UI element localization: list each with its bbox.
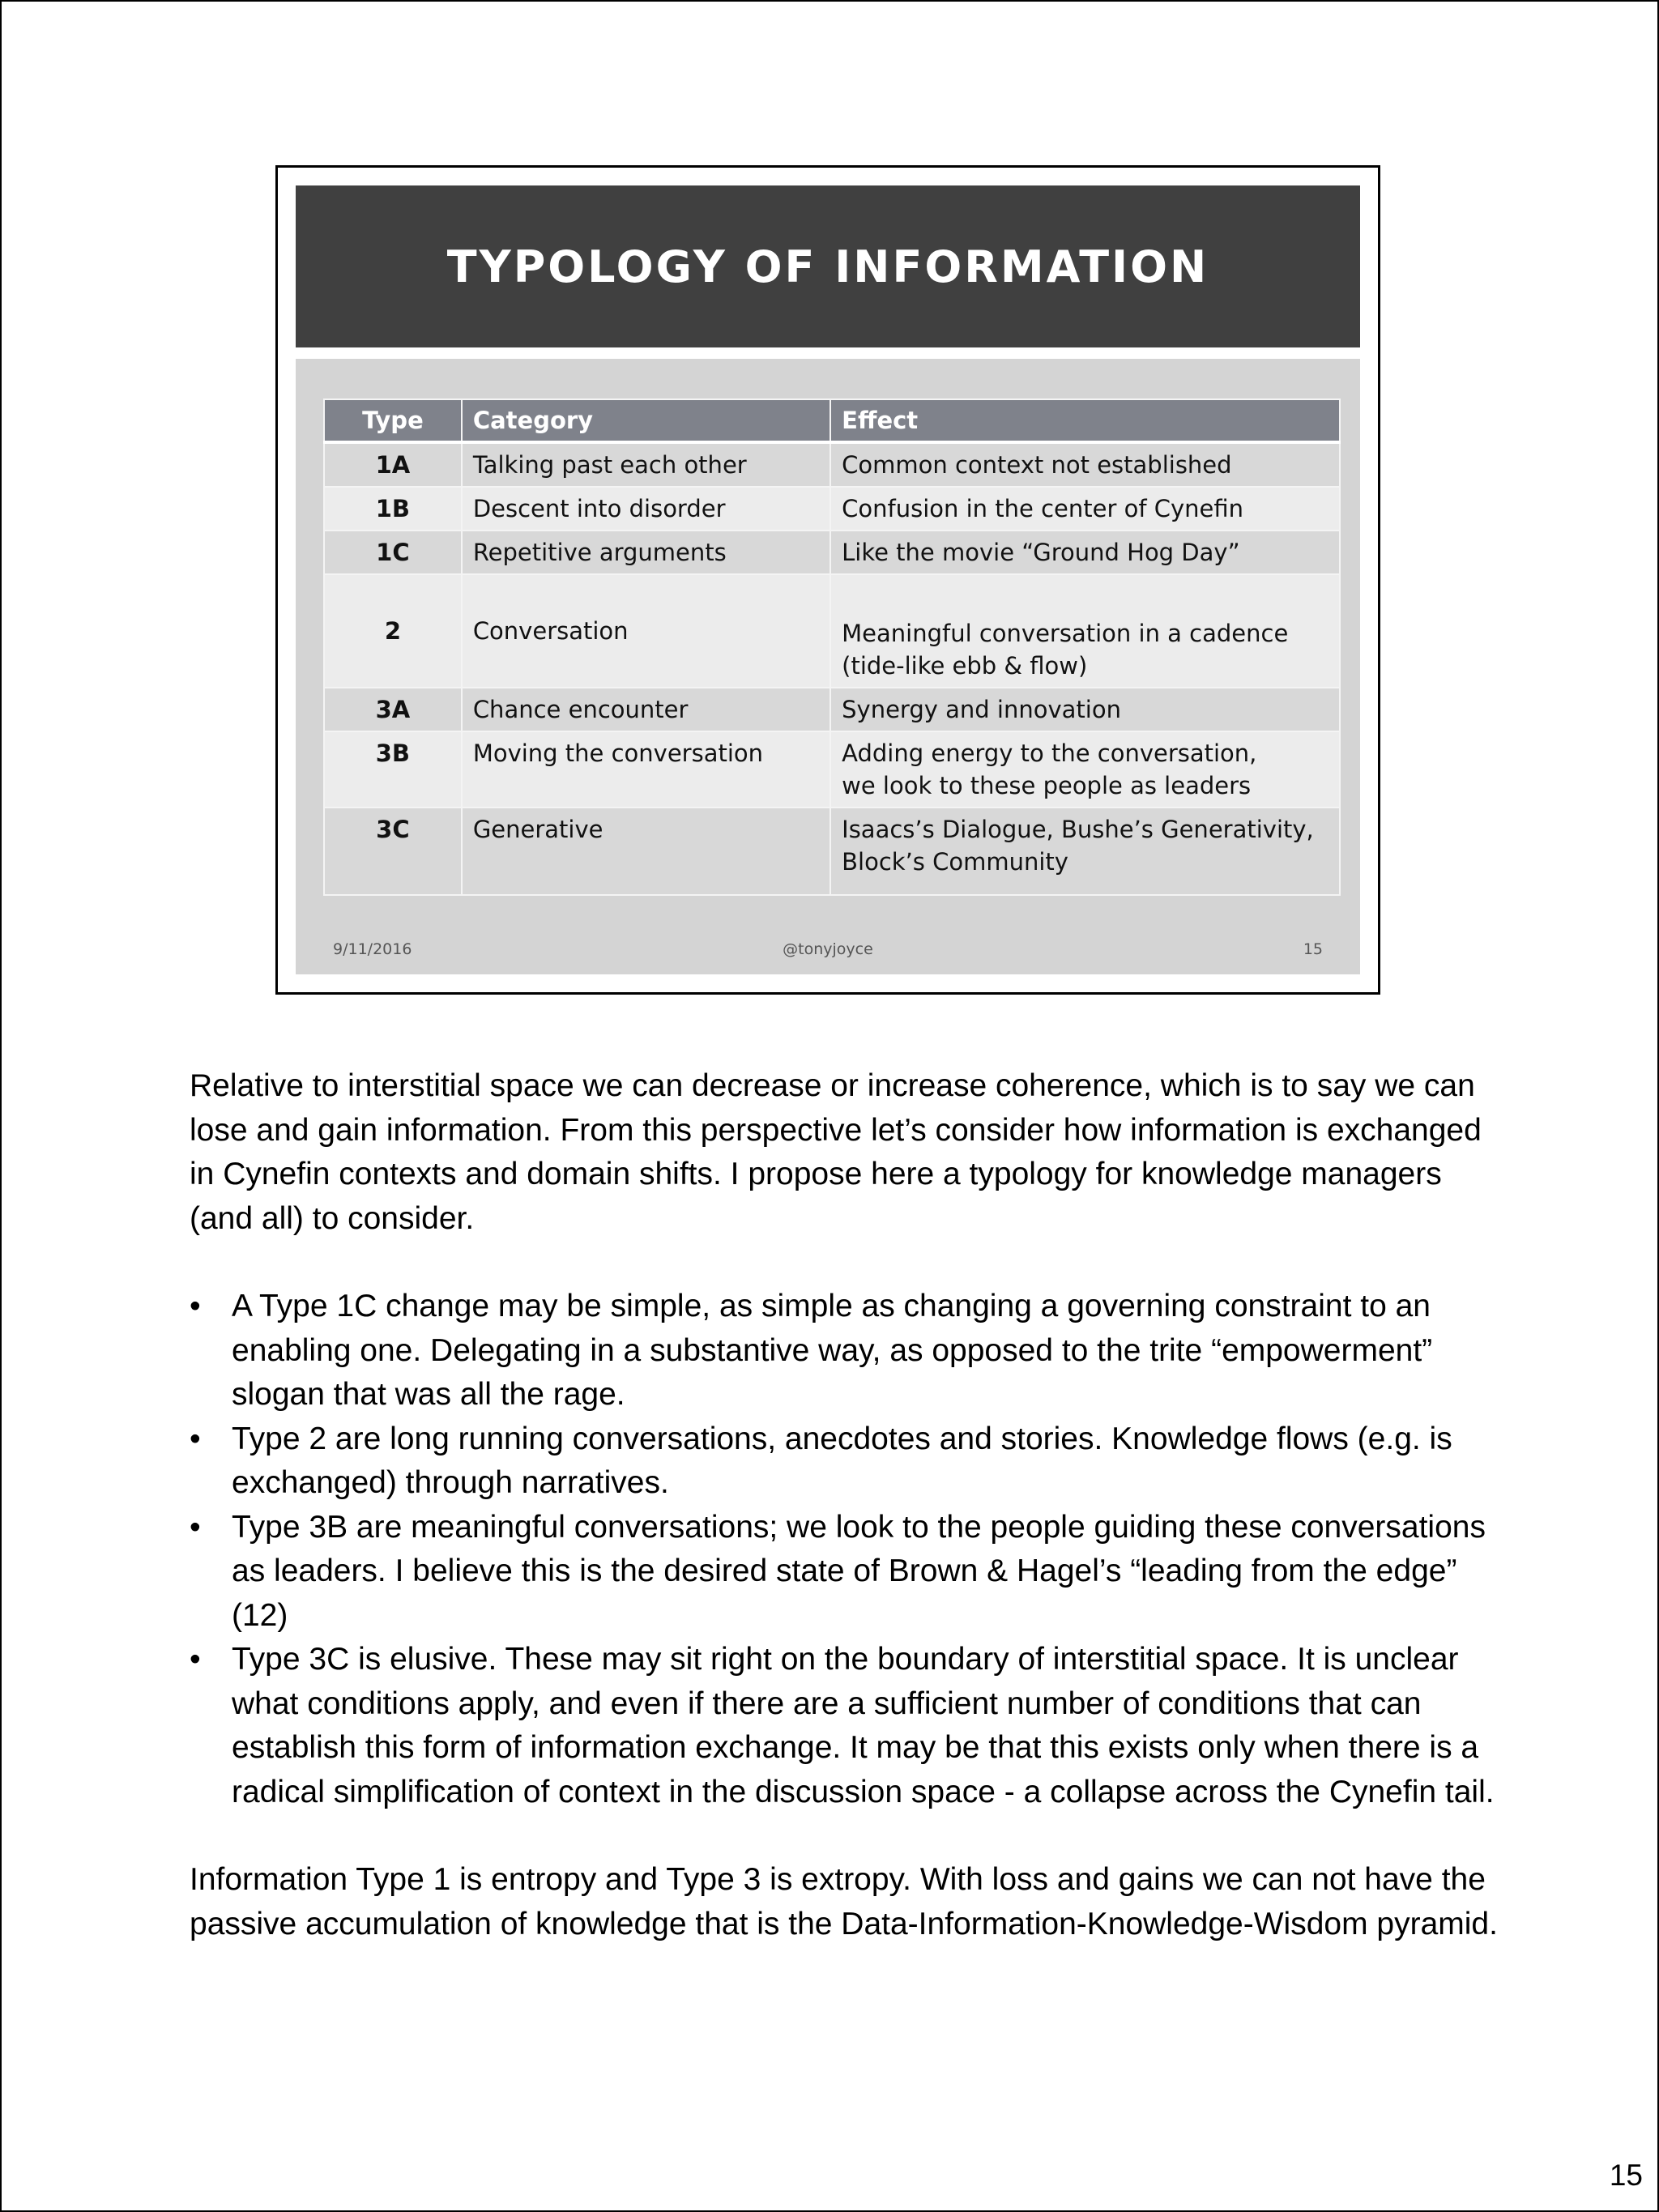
cell-type: 3B xyxy=(324,731,462,808)
bullet-icon: • xyxy=(190,1509,201,1545)
notes-conclusion-paragraph: Information Type 1 is entropy and Type 3 is extropy. With loss and gains we can not have the passive accumulation of knowledge that is the Data-Information-Knowledge-Wisdom pyramid. xyxy=(190,1862,1498,1941)
cell-type: 3A xyxy=(324,688,462,731)
cell-category: Chance encounter xyxy=(462,688,830,731)
table-header-row xyxy=(324,399,1340,442)
table-row xyxy=(324,688,1340,731)
cell-type: 3C xyxy=(324,808,462,895)
table-row xyxy=(324,531,1340,574)
header-category: Category xyxy=(462,399,830,442)
cell-type: 1A xyxy=(324,442,462,487)
cell-category: Moving the conversation xyxy=(462,731,830,808)
list-item-text: Type 2 are long running conversations, anecdotes and stories. Knowledge flows (e.g. is exchanged) through narratives. xyxy=(232,1421,1452,1500)
slide-footer-date: 9/11/2016 xyxy=(333,940,412,958)
slide-body xyxy=(296,185,1360,974)
cell-effect-line: (tide-like ebb & flow) xyxy=(842,652,1088,680)
table-row xyxy=(324,808,1340,895)
slide-title-bar xyxy=(296,185,1360,359)
bullet-icon: • xyxy=(190,1289,201,1323)
table-row xyxy=(324,442,1340,487)
cell-effect-line: we look to these people as leaders xyxy=(842,772,1252,799)
typology-table xyxy=(323,399,1341,896)
cell-category: Talking past each other xyxy=(462,442,830,487)
cell-category: Descent into disorder xyxy=(462,487,830,531)
cell-effect xyxy=(830,731,1340,808)
table-row xyxy=(324,731,1340,808)
list-item-text: A Type 1C change may be simple, as simple as changing a governing constraint to an enabling one. Delegating in a substantive way, as opposed to the trite “empowerment” slogan that was all the rage. xyxy=(232,1289,1433,1412)
slide-title: TYPOLOGY OF INFORMATION xyxy=(446,241,1209,292)
slide-thumbnail xyxy=(275,165,1380,995)
cell-effect-line: Adding energy to the conversation, xyxy=(842,739,1257,767)
cell-effect: Confusion in the center of Cynefin xyxy=(830,487,1340,531)
list-item xyxy=(190,1417,1502,1506)
header-effect: Effect xyxy=(830,399,1340,442)
table-row xyxy=(324,574,1340,688)
cell-type: 1B xyxy=(324,487,462,531)
list-item-text: Type 3B are meaningful conversations; we look to the people guiding these conversations as leaders. I believe this is the desired state of Brown & Hagel’s “leading from the edge” (12) xyxy=(232,1509,1486,1633)
cell-effect xyxy=(830,574,1340,688)
slide-footer-handle: @tonyjoyce xyxy=(783,940,873,958)
speaker-notes xyxy=(190,1064,1502,1946)
cell-effect: Synergy and innovation xyxy=(830,688,1340,731)
list-item xyxy=(190,1285,1502,1417)
page-number: 15 xyxy=(1609,2159,1643,2192)
bullet-icon: • xyxy=(190,1421,201,1456)
list-item xyxy=(190,1638,1502,1814)
header-type: Type xyxy=(324,399,462,442)
notes-intro-paragraph: Relative to interstitial space we can decrease or increase coherence, which is to say we can lose and gain information. From this perspective let’s consider how information is exchanged in Cynefin contexts and domain shifts. I propose here a typology for knowledge managers (and all) to consider. xyxy=(190,1068,1482,1236)
cell-category: Generative xyxy=(462,808,830,895)
cell-category: Conversation xyxy=(462,574,830,688)
cell-category: Repetitive arguments xyxy=(462,531,830,574)
cell-effect-line: Block’s Community xyxy=(842,848,1068,876)
cell-effect-line: Isaacs’s Dialogue, Bushe’s Generativity, xyxy=(842,816,1314,843)
slide-footer xyxy=(296,940,1360,965)
cell-effect: Common context not established xyxy=(830,442,1340,487)
slide-footer-page-number: 15 xyxy=(1303,940,1323,958)
cell-effect-line: Meaningful conversation in a cadence xyxy=(842,620,1289,647)
cell-effect xyxy=(830,808,1340,895)
list-item-text: Type 3C is elusive. These may sit right on the boundary of interstitial space. It is unclear what conditions apply, and even if there are a sufficient number of conditions that can establish this form of information exchange. It may be that this exists only when there is a radical simplification of context in the discussion space - a collapse across the Cynefin tail. xyxy=(232,1642,1495,1809)
list-item xyxy=(190,1506,1502,1639)
notes-bullet-list xyxy=(190,1285,1502,1814)
cell-type: 1C xyxy=(324,531,462,574)
table-row xyxy=(324,487,1340,531)
cell-type: 2 xyxy=(324,574,462,688)
bullet-icon: • xyxy=(190,1642,201,1677)
cell-effect: Like the movie “Ground Hog Day” xyxy=(830,531,1340,574)
